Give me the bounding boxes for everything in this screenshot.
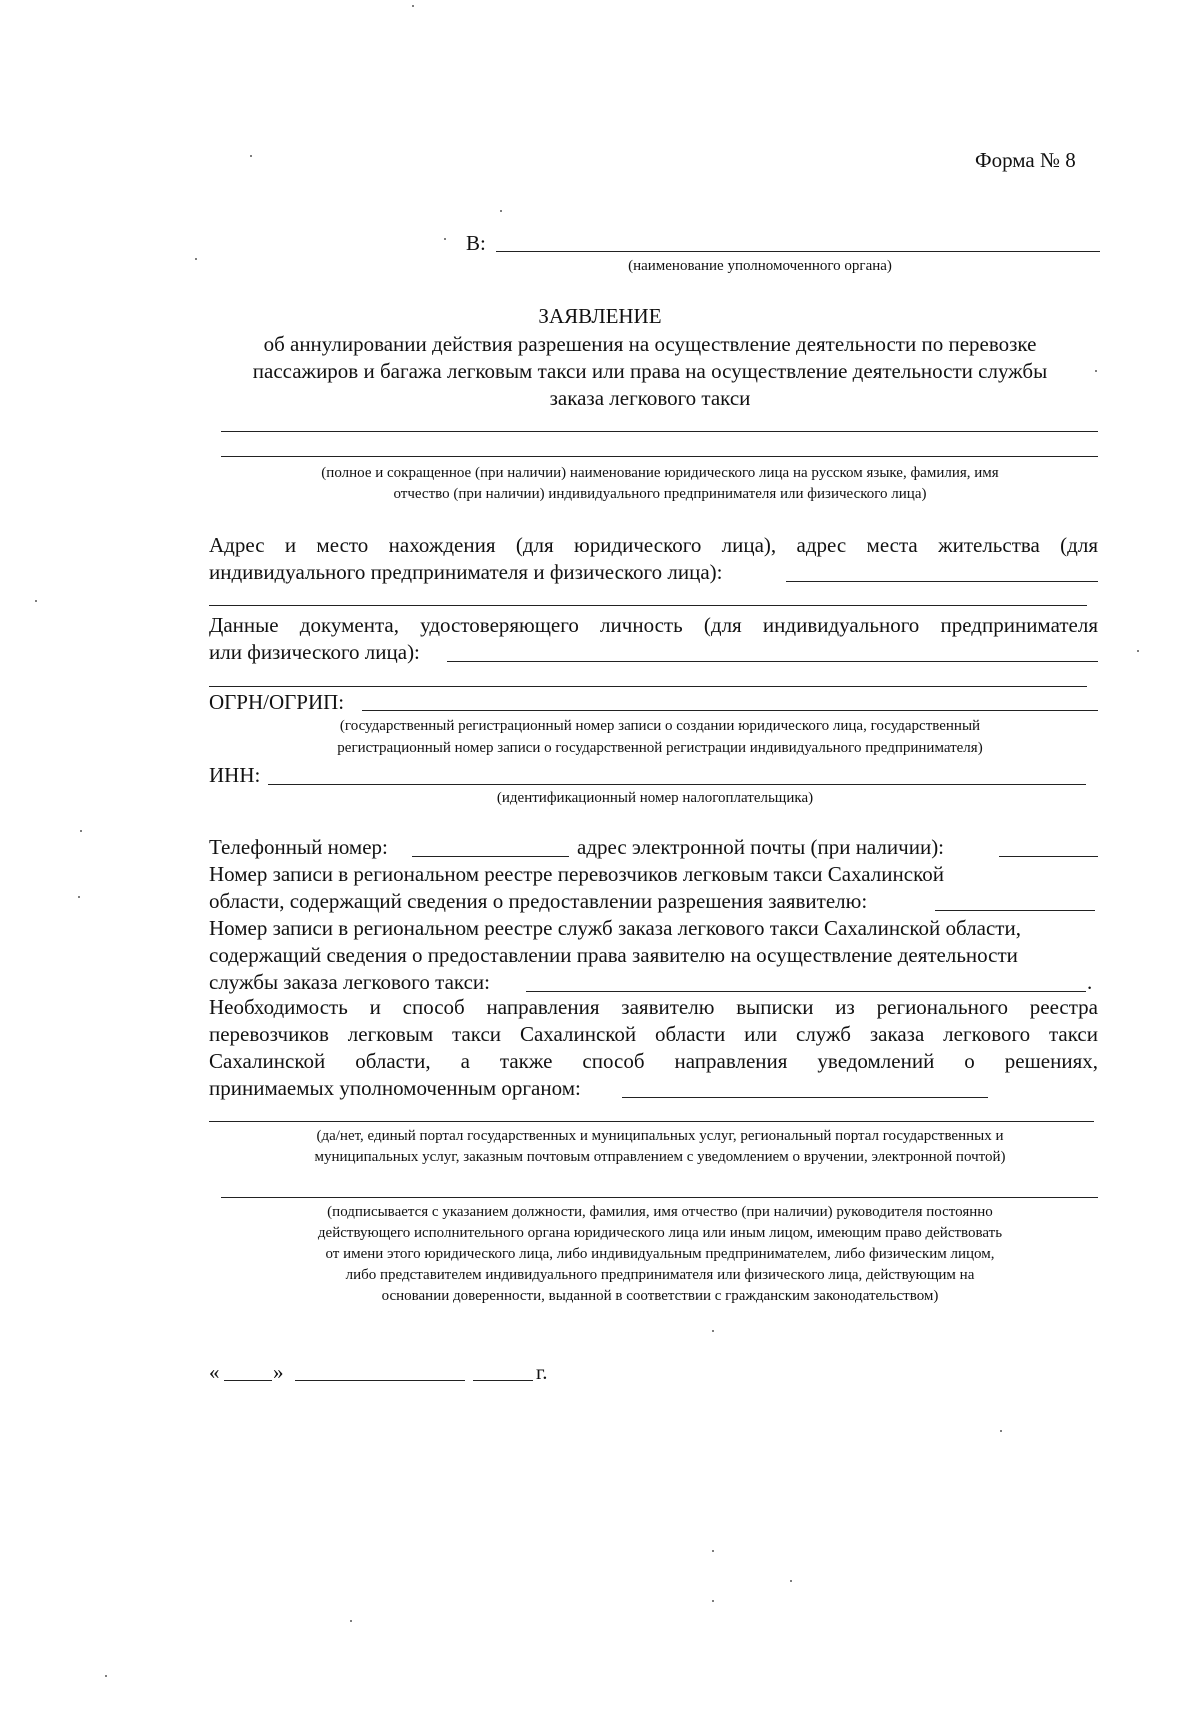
- scan-speck: [1137, 650, 1139, 652]
- applicant-name-field-1[interactable]: [221, 431, 1098, 432]
- inn-caption: (идентификационный номер налогоплательщика): [496, 790, 814, 806]
- ogrn-label: ОГРН/ОГРИП:: [209, 690, 345, 714]
- scan-speck: [1000, 1430, 1002, 1432]
- scan-speck: [412, 5, 414, 7]
- inn-field[interactable]: [268, 784, 1086, 785]
- ogrn-caption-line-1: (государственный регистрационный номер записи о создании юридического лица, государственный: [339, 718, 981, 734]
- date-year-field[interactable]: [473, 1380, 533, 1381]
- signature-field[interactable]: [221, 1197, 1098, 1198]
- delivery-line-2: перевозчиков легковым такси Сахалинской области или служб заказа легкового такси: [209, 1022, 1098, 1046]
- form-number: Форма № 8: [975, 148, 1076, 172]
- delivery-field-2[interactable]: [209, 1121, 1094, 1122]
- date-close-quote: »: [273, 1360, 284, 1384]
- scan-speck: [35, 600, 37, 602]
- authority-caption: (наименование уполномоченного органа): [628, 258, 892, 274]
- date-year-suffix: г.: [536, 1360, 548, 1384]
- ogrn-field[interactable]: [362, 710, 1098, 711]
- service-registry-end: .: [1087, 970, 1093, 994]
- date-day-field[interactable]: [224, 1380, 272, 1381]
- scan-speck: [250, 155, 252, 157]
- ogrn-caption-line-2: регистрационный номер записи о государственной регистрации индивидуального предпринимателя): [337, 740, 983, 756]
- scan-speck: [350, 1620, 352, 1622]
- service-registry-line-2: содержащий сведения о предоставлении права заявителю на осуществление деятельности: [209, 943, 1018, 967]
- document-title: ЗАЯВЛЕНИЕ: [538, 304, 662, 328]
- service-registry-field[interactable]: [526, 991, 1086, 992]
- scan-speck: [500, 210, 502, 212]
- carrier-registry-field[interactable]: [935, 910, 1095, 911]
- date-open-quote: «: [209, 1360, 220, 1384]
- signature-caption-line-5: основании доверенности, выданной в соответствии с гражданским законодательством): [381, 1288, 939, 1304]
- delivery-line-4: принимаемых уполномоченным органом:: [209, 1076, 581, 1100]
- identity-doc-field-2[interactable]: [209, 686, 1087, 687]
- address-field-2[interactable]: [209, 605, 1087, 606]
- address-field[interactable]: [786, 581, 1098, 582]
- scan-speck: [790, 1580, 792, 1582]
- signature-caption-line-4: либо представителем индивидуального предпринимателя или физического лица, действующим на: [345, 1267, 975, 1283]
- date-month-field[interactable]: [295, 1380, 465, 1381]
- scan-speck: [712, 1550, 714, 1552]
- scan-speck: [80, 830, 82, 832]
- email-field[interactable]: [999, 856, 1098, 857]
- identity-doc-field[interactable]: [447, 661, 1098, 662]
- scan-speck: [78, 896, 80, 898]
- scan-speck: [105, 1675, 107, 1677]
- scan-speck: [195, 258, 197, 260]
- signature-caption-line-3: от имени этого юридического лица, либо индивидуальным предпринимателем, либо физическим лицом,: [325, 1246, 995, 1262]
- authority-field[interactable]: [496, 251, 1100, 252]
- scan-speck: [444, 238, 446, 240]
- carrier-registry-line-1: Номер записи в региональном реестре перевозчиков легковым такси Сахалинской: [209, 862, 944, 886]
- identity-doc-label-line-1: Данные документа, удостоверяющего личность (для индивидуального предпринимателя: [209, 613, 1098, 637]
- address-label-line-2: индивидуального предпринимателя и физического лица):: [209, 560, 723, 584]
- applicant-caption-line-1: (полное и сокращенное (при наличии) наименование юридического лица на русском языке, фамилия, имя: [321, 465, 999, 481]
- scan-speck: [1095, 370, 1097, 372]
- applicant-caption-line-2: отчество (при наличии) индивидуального предпринимателя или физического лица): [393, 486, 927, 502]
- service-registry-line-1: Номер записи в региональном реестре служб заказа легкового такси Сахалинской области,: [209, 916, 1021, 940]
- scan-speck: [712, 1600, 714, 1602]
- inn-label: ИНН:: [209, 763, 261, 787]
- subtitle-line-3: заказа легкового такси: [549, 386, 751, 410]
- carrier-registry-line-2: области, содержащий сведения о предоставлении разрешения заявителю:: [209, 889, 868, 913]
- phone-label: Телефонный номер:: [209, 835, 388, 859]
- signature-caption-line-1: (подписывается с указанием должности, фамилия, имя отчество (при наличии) руководителя постоянно: [327, 1204, 993, 1220]
- service-registry-line-3: службы заказа легкового такси:: [209, 970, 490, 994]
- identity-doc-label-line-2: или физического лица):: [209, 640, 420, 664]
- subtitle-line-1: об аннулировании действия разрешения на осуществление деятельности по перевозке: [263, 332, 1037, 356]
- applicant-name-field-2[interactable]: [221, 456, 1098, 457]
- address-label-line-1: Адрес и место нахождения (для юридического лица), адрес места жительства (для: [209, 533, 1098, 557]
- signature-caption-line-2: действующего исполнительного органа юридического лица или иным лицом, имеющим право действовать: [317, 1225, 1003, 1241]
- delivery-caption-line-1: (да/нет, единый портал государственных и муниципальных услуг, региональный портал государственных и: [316, 1128, 1004, 1144]
- delivery-caption-line-2: муниципальных услуг, заказным почтовым отправлением с уведомлением о вручении, электронной почтой): [314, 1149, 1006, 1165]
- phone-field[interactable]: [412, 856, 569, 857]
- delivery-line-3: Сахалинской области, а также способ направления уведомлений о решениях,: [209, 1049, 1098, 1073]
- to-label: В:: [466, 231, 486, 255]
- delivery-field[interactable]: [622, 1097, 988, 1098]
- delivery-line-1: Необходимость и способ направления заявителю выписки из регионального реестра: [209, 995, 1098, 1019]
- subtitle-line-2: пассажиров и багажа легковым такси или права на осуществление деятельности службы: [252, 359, 1048, 383]
- scan-speck: [712, 1330, 714, 1332]
- email-label: адрес электронной почты (при наличии):: [577, 835, 945, 859]
